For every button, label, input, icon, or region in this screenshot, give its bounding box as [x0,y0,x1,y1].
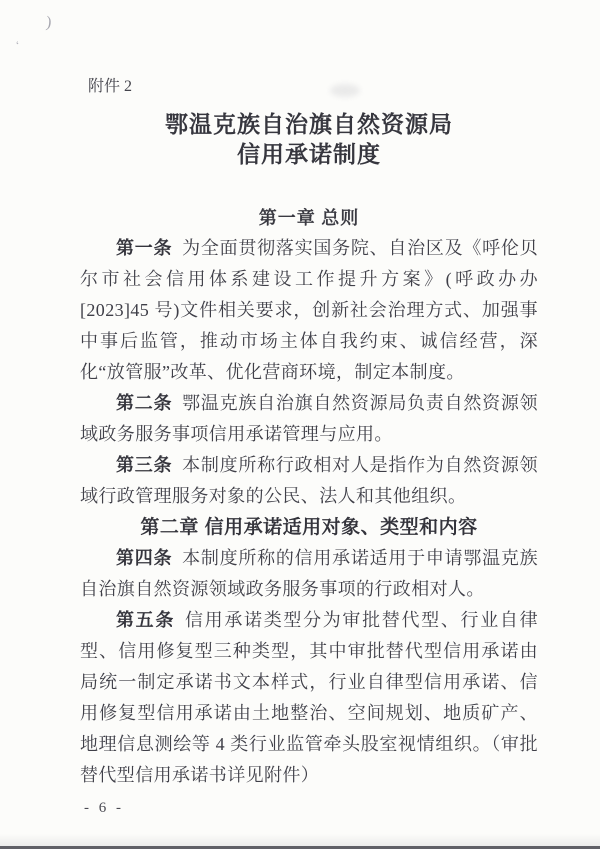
article-2-text: 鄂温克族自治旗自然资源局负责自然资源领域政务服务事项信用承诺管理与应用。 [80,393,538,444]
article-1-lead: 第一条 [116,238,173,258]
page-number: - 6 - [84,800,124,816]
article-2 [80,388,538,450]
document-title-line-1: 鄂温克族自治旗自然资源局 [165,112,453,137]
chapter-1-heading: 第一章 总则 [258,208,360,228]
chapter-2-heading: 第二章 信用承诺适用对象、类型和内容 [140,517,478,538]
scan-artifact-mark-2: ʻ [14,37,22,53]
scan-smudge [330,84,360,97]
scan-artifact-mark-1: ) [45,13,53,32]
article-5-lead: 第五条 [116,610,176,630]
articles-block [80,233,538,791]
article-4 [80,543,538,605]
article-3-lead: 第三条 [116,455,173,475]
article-4-text: 本制度所称的信用承诺适用于申请鄂温克族自治旗自然资源领域政务服务事项的行政相对人。 [80,548,538,599]
article-1-text: 为全面贯彻落实国务院、自治区及《呼伦贝尔市社会信用体系建设工作提升方案》(呼政办办[2023]45 号)文件相关要求，创新社会治理方式、加强事中事后监管，推动市场主体自我约束、诚信经营，深化“放管服”改革、优化营商环境，制定本制度。 [80,238,538,382]
document-title [80,110,538,170]
article-1 [80,233,538,388]
article-2-lead: 第二条 [116,393,173,413]
article-3 [80,450,538,512]
article-3-text: 本制度所称行政相对人是指作为自然资源领域行政管理服务对象的公民、法人和其他组织。 [80,455,538,506]
scan-bottom-shadow [0,834,600,846]
article-5 [80,605,538,791]
attachment-label: 附件 2 [88,78,133,95]
article-4-lead: 第四条 [116,548,173,568]
document-title-line-2: 信用承诺制度 [237,142,381,167]
article-5-text: 信用承诺类型分为审批替代型、行业自律型、信用修复型三种类型，其中审批替代型信用承诺由局统一制定承诺书文本样式，行业自律型信用承诺、信用修复型信用承诺由土地整治、空间规划、地质矿产、地理信息测绘等 4 类行业监管牵头股室视情组织。（审批替代型信用承诺书详见附件） [80,610,538,785]
